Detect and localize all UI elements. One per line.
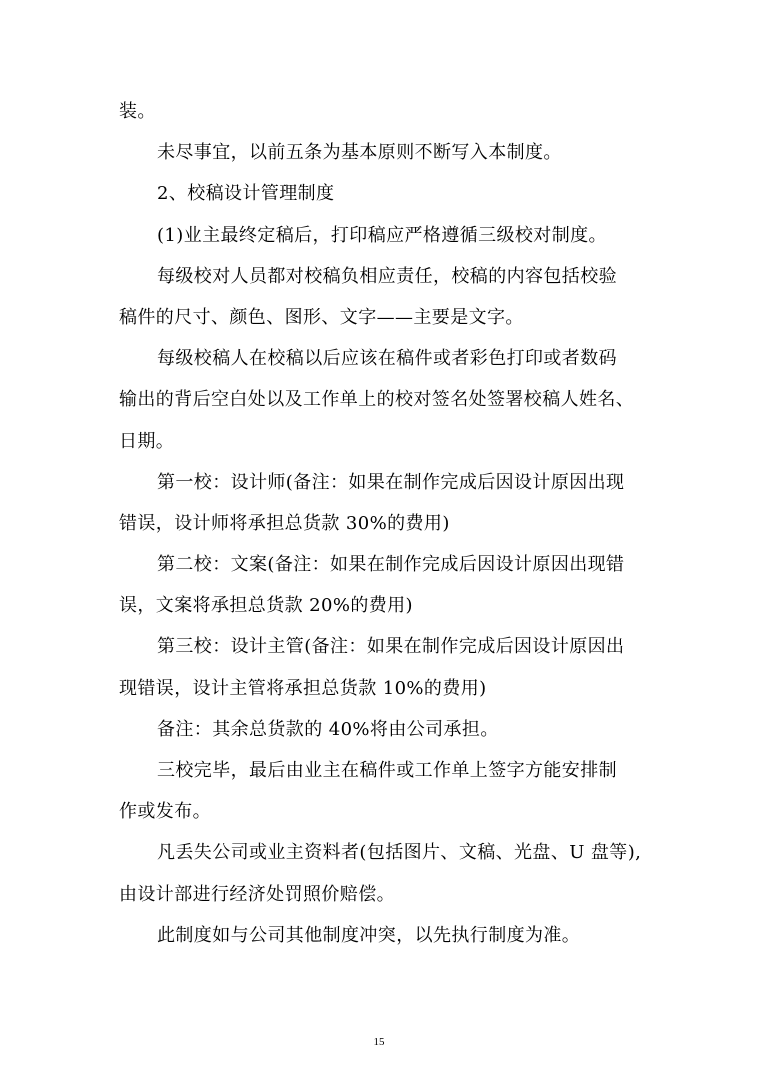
text-line: 由设计部进行经济处罚照价赔偿。: [119, 883, 395, 905]
paragraph-line: 第二校：文案(备注：如果在制作完成后因设计原因出现错: [157, 554, 625, 576]
text-line: 错误，设计师将承担总货款 30%的费用): [119, 512, 450, 534]
paragraph-line: 未尽事宜，以前五条为基本原则不断写入本制度。: [157, 142, 562, 164]
section-heading: 2、校稿设计管理制度: [157, 183, 335, 205]
text-line: 装。: [119, 101, 156, 122]
paragraph-line: (1)业主最终定稿后，打印稿应严格遵循三级校对制度。: [157, 224, 607, 246]
text-line: 稿件的尺寸、颜色、图形、文字——主要是文字。: [119, 306, 524, 328]
text-line: 误，文案将承担总货款 20%的费用): [119, 595, 413, 617]
paragraph-line: 每级校对人员都对校稿负相应责任，校稿的内容包括校验: [157, 265, 617, 287]
paragraph-line: 凡丢失公司或业主资料者(包括图片、文稿、光盘、U 盘等),: [157, 842, 642, 864]
page-number: 15: [373, 1036, 385, 1048]
paragraph-line: 三校完毕，最后由业主在稿件或工作单上签字方能安排制: [157, 760, 617, 781]
paragraph-line: 第三校：设计主管(备注：如果在制作完成后因设计原因出: [157, 636, 625, 658]
text-line: 作或发布。: [119, 801, 211, 823]
text-line: 输出的背后空白处以及工作单上的校对签名处签署校稿人姓名、: [119, 389, 635, 411]
page-body: [119, 91, 641, 956]
paragraph-line: 第一校：设计师(备注：如果在制作完成后因设计原因出现: [157, 471, 625, 493]
paragraph-line: 备注：其余总货款的 40%将由公司承担。: [157, 718, 499, 740]
paragraph-line: 此制度如与公司其他制度冲突，以先执行制度为准。: [157, 924, 581, 946]
paragraph-line: 每级校稿人在校稿以后应该在稿件或者彩色打印或者数码: [157, 348, 617, 370]
text-line: 日期。: [119, 430, 175, 452]
text-line: 现错误，设计主管将承担总货款 10%的费用): [119, 677, 487, 699]
